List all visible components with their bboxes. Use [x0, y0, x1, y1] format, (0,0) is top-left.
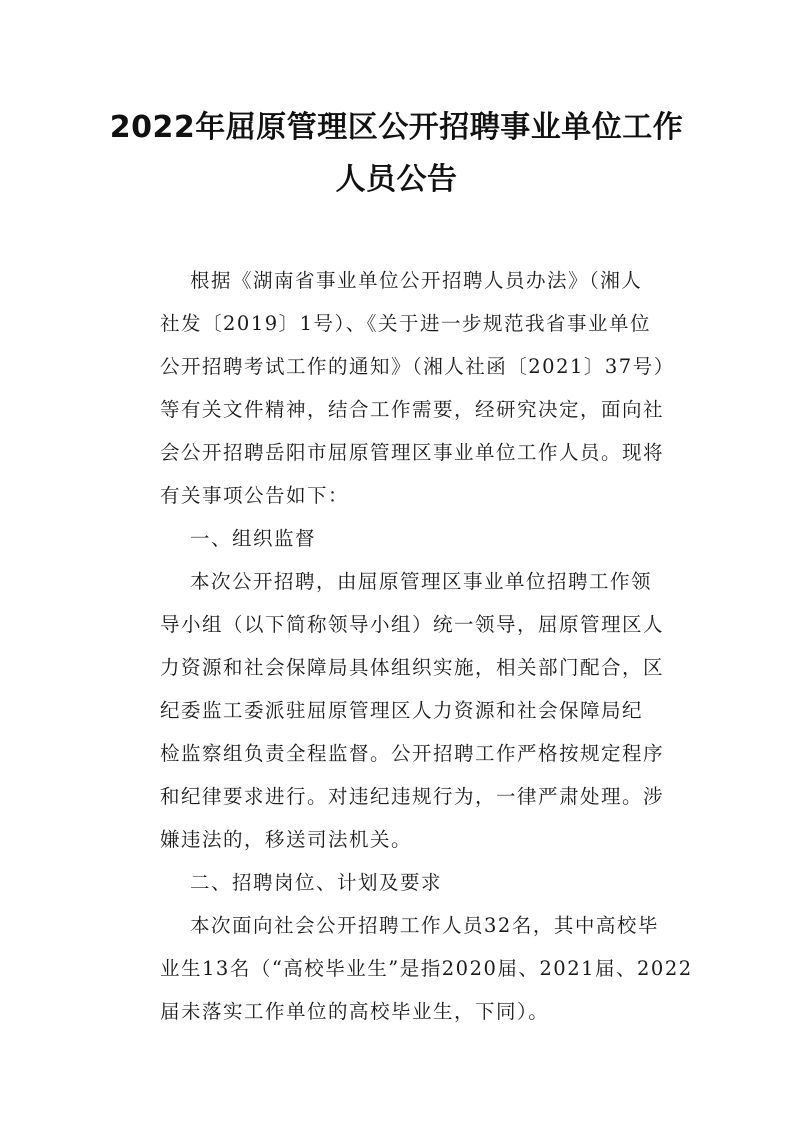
section-1-paragraph-line: 和纪律要求进行。对违纪违规行为，一律严肃处理。涉 — [160, 785, 665, 808]
intro-paragraph-line: 社发〔2019〕1号）、《关于进一步规范我省事业单位 — [160, 312, 652, 335]
section-2-paragraph-line: 本次面向社会公开招聘工作人员32名，其中高校毕 — [190, 914, 659, 937]
section-2-paragraph-line: 业生13名（“高校毕业生”是指2020届、2021届、2022 — [160, 957, 693, 980]
section-1-paragraph-line: 力资源和社会保障局具体组织实施，相关部门配合，区 — [160, 656, 665, 679]
intro-paragraph-line: 等有关文件精神，结合工作需要，经研究决定，面向社 — [160, 398, 665, 421]
section-1-paragraph-line: 导小组（以下简称领导小组）统一领导，屈原管理区人 — [160, 613, 665, 636]
intro-paragraph-line: 根据《湖南省事业单位公开招聘人员办法》（湘人 — [190, 269, 643, 292]
section-1-paragraph-line: 本次公开招聘，由屈原管理区事业单位招聘工作领 — [190, 570, 653, 593]
intro-paragraph-line: 公开招聘考试工作的通知》（湘人社函〔2021〕37号） — [160, 355, 675, 378]
section-1-paragraph-line: 检监察组负责全程监督。公开招聘工作严格按规定程序 — [160, 742, 665, 765]
document-title-line-1: 2022年屈原管理区公开招聘事业单位工作 — [109, 110, 684, 145]
section-1-paragraph-line: 嫌违法的，移送司法机关。 — [160, 828, 413, 851]
section-1-heading: 一、组织监督 — [190, 527, 317, 550]
section-2-heading: 二、招聘岗位、计划及要求 — [190, 871, 443, 894]
intro-paragraph-line: 有关事项公告如下： — [160, 484, 350, 507]
document-title-line-2: 人员公告 — [335, 162, 458, 197]
section-1-paragraph-line: 纪委监工委派驻屈原管理区人力资源和社会保障局纪 — [160, 699, 644, 722]
intro-paragraph-line: 会公开招聘岳阳市屈原管理区事业单位工作人员。现将 — [160, 441, 665, 464]
section-2-paragraph-line: 届未落实工作单位的高校毕业生，下同）。 — [160, 1000, 550, 1023]
